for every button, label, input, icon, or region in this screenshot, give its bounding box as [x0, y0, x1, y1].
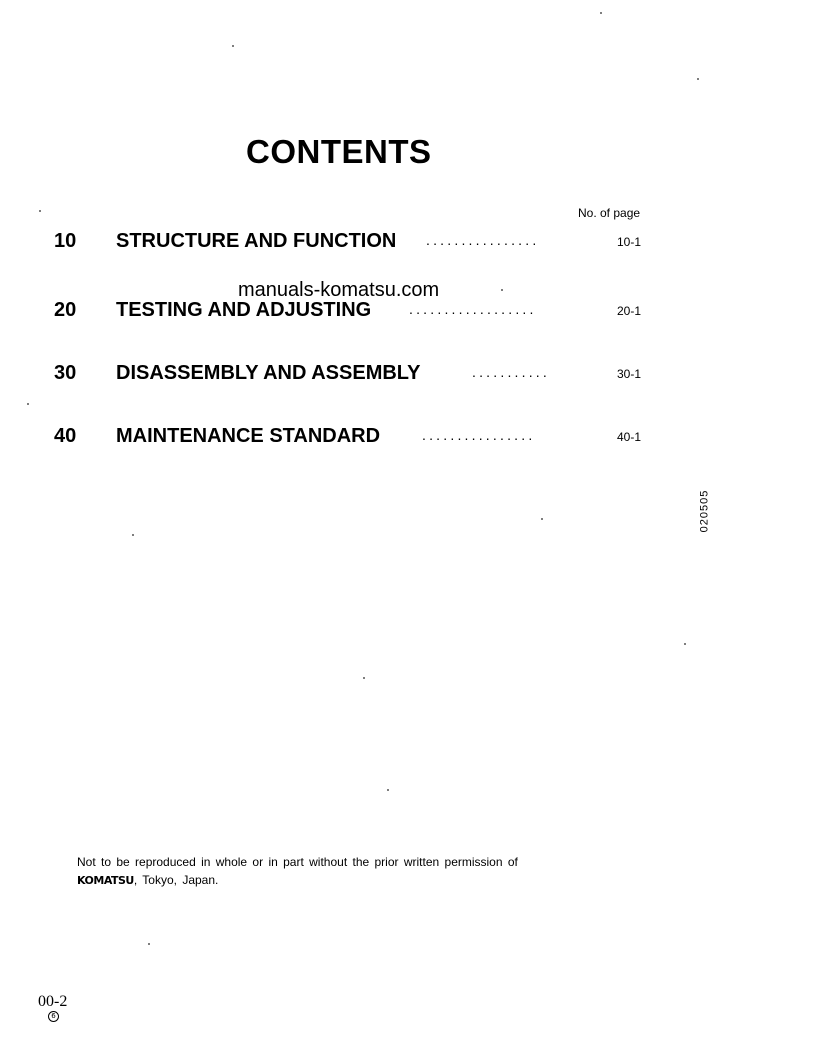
toc-section-title[interactable]: DISASSEMBLY AND ASSEMBLY	[116, 362, 421, 384]
notice-line-1: Not to be reproduced in whole or in part without the prior written permission of	[77, 855, 518, 869]
revision-mark: 6	[48, 1011, 59, 1022]
toc-row-20[interactable]	[54, 299, 654, 329]
toc-leader-dots: ................	[422, 427, 536, 443]
scan-speck	[387, 789, 389, 791]
toc-section-title[interactable]: TESTING AND ADJUSTING	[116, 299, 372, 321]
scan-speck	[363, 677, 365, 679]
toc-page-number: 40-1	[617, 430, 642, 444]
watermark-text: manuals-komatsu.com	[238, 279, 440, 301]
toc-page-number: 30-1	[617, 367, 642, 381]
toc-section-number: 10	[54, 230, 77, 252]
page-column-header: No. of page	[578, 206, 641, 220]
page-number: 00-2	[38, 993, 68, 1010]
toc-leader-dots: ..................	[409, 301, 537, 317]
toc-section-title[interactable]: STRUCTURE AND FUNCTION	[116, 230, 397, 252]
toc-page-number: 20-1	[617, 304, 642, 318]
document-code: 020505	[698, 489, 711, 533]
scan-speck	[600, 12, 602, 14]
toc-leader-dots: ...........	[472, 364, 550, 380]
komatsu-logo-text: KOMATSU	[77, 874, 134, 887]
notice-line-2: , Tokyo, Japan.	[133, 873, 219, 887]
page-title: CONTENTS	[246, 133, 432, 170]
toc-section-title[interactable]: MAINTENANCE STANDARD	[116, 425, 381, 447]
scan-speck	[27, 403, 29, 405]
toc-row-30[interactable]	[54, 362, 654, 392]
scan-speck	[501, 289, 503, 291]
scan-speck	[684, 643, 686, 645]
scan-speck	[697, 78, 699, 80]
toc-row-40[interactable]	[54, 425, 654, 455]
toc-leader-dots: ................	[426, 232, 540, 248]
toc-section-number: 30	[54, 362, 77, 384]
scan-speck	[39, 210, 41, 212]
scan-speck	[232, 45, 234, 47]
scan-speck	[541, 518, 543, 520]
toc-section-number: 40	[54, 425, 77, 447]
scan-speck	[148, 943, 150, 945]
toc-row-10[interactable]	[54, 230, 654, 260]
toc-page-number: 10-1	[617, 235, 642, 249]
scan-speck	[132, 534, 134, 536]
copyright-notice	[77, 853, 637, 890]
toc-section-number: 20	[54, 299, 77, 321]
